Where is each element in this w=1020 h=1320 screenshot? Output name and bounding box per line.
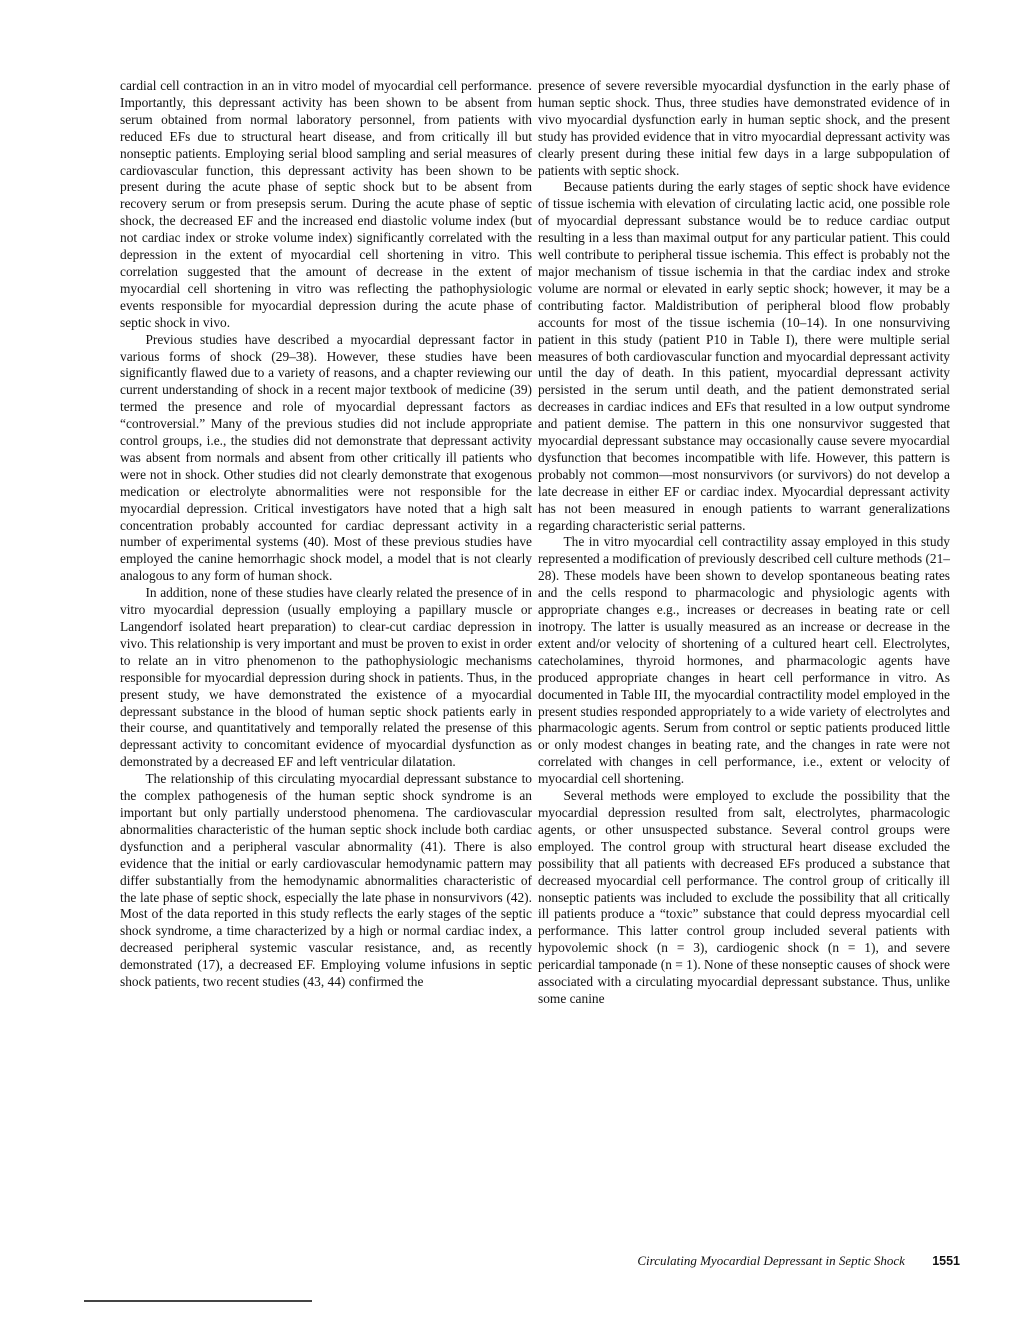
paragraph: In addition, none of these studies have clearly related the presence of in vitro myocardial depression (usually employing a papillary muscle or Langendorf isolated heart preparation) to clear-cut cardiac depression in vivo. This relationship is very important and must be proven to exist in order to relate an in vitro phenomenon to the pathophysiologic mechanisms responsible for myocardial depression during shock in patients. Thus, in the present study, we have demonstrated the existence of a myocardial depressant substance in the blood of human septic shock patients early in their course, and quantitatively and temporally related the presense of this depressant activity to concomitant evidence of myocardial dysfunction as demonstrated by a decreased EF and left ventricular dilatation. xyxy=(120,585,532,770)
paragraph: The in vitro myocardial cell contractility assay employed in this study represented a modification of previously described cell culture methods (21–28). These models have been shown to develop spontaneous beating rates and the cells respond to pharmacologic and physiologic agents with appropriate changes e.g., increases or decreases in beating rate or cell inotropy. The latter is usually measured as an increase or decrease in the extent and/or velocity of shortening of a cultured heart cell. Electrolytes, catecholamines, thyroid hormones, and pharmacologic agents have produced appropriate changes in heart cell performance in vitro. As documented in Table III, the myocardial contractility model employed in the present studies responded appropriately to a wide variety of electrolytes and pharmacologic agents. Serum from control or septic patients produced little or only modest changes in beating rate, and the changes in rate were not correlated with changes in cell performance, i.e., extent or velocity of myocardial cell shortening. xyxy=(538,534,950,787)
right-text-column xyxy=(538,78,950,1008)
paragraph: presence of severe reversible myocardial dysfunction in the early phase of human septic shock. Thus, three studies have demonstrated evidence of in vivo myocardial dysfunction early in human septic shock, and the present study has provided evidence that in vitro myocardial depressant activity was clearly present during these initial few days in a large subpopulation of patients with septic shock. xyxy=(538,78,950,178)
page-number: 1551 xyxy=(932,1254,960,1268)
paragraph: Previous studies have described a myocardial depressant factor in various forms of shock (29–38). However, these studies have been significantly flawed due to a variety of reasons, and a chapter reviewing our current understanding of shock in a recent major textbook of medicine (39) termed the presence and role of myocardial depressant factors as “controversial.” Many of the previous studies did not include appropriate control groups, i.e., the studies did not demonstrate that depressant activity was absent from normals and absent from other critically ill patients who were not in shock. Other studies did not clearly demonstrate that exogenous medication or electrolyte abnormalities were not responsible for the myocardial depression. Critical investigators have noted that a high salt concentration probably accounted for cardiac depressant activity in a number of experimental systems (40). Most of these previous studies have employed the canine hemorrhagic shock model, a model that is not clearly analogous to any form of human shock. xyxy=(120,331,532,584)
paragraph: The relationship of this circulating myocardial depressant substance to the complex pathogenesis of the human septic shock syndrome is an important but only partially understood phenomena. The cardiovascular abnormalities characteristic of the human septic shock include both cardiac dysfunction and a peripheral vascular abnormality (41). There is also evidence that the initial or early cardiovascular hemodynamic pattern may differ substantially from the hemodynamic abnormalities characteristic of the late phase of septic shock, especially the late phase in nonsurvivors (42). Most of the data reported in this study reflects the early stages of the septic shock syndrome, a time characterized by a high or normal cardiac index, a decreased peripheral systemic vascular resistance, and, as recently demonstrated (17), a decreased EF. Employing volume infusions in septic shock patients, two recent studies (43, 44) confirmed the xyxy=(120,771,532,990)
paragraph: Because patients during the early stages of septic shock have evidence of tissue ischemia with elevation of circulating lactic acid, one possible role of myocardial depressant substance would be to reduce cardiac output resulting in a less than maximal output for any particular patient. This could well contribute to peripheral tissue ischemia. This effect is probably not the major mechanism of tissue ischemia in that the cardiac index and stroke volume are normal or elevated in early septic shock; however, it may be a contributing factor. Maldistribution of peripheral blood flow probably accounts for most of the tissue ischemia (10–14). In one nonsurviving patient in this study (patient P10 in Table I), there were multiple serial measures of both cardiovascular function and myocardial depressant activity until the day of death. In this patient, myocardial depressant activity persisted in the serum until death, and the patient demonstrated serial decreases in cardiac indices and EFs that resulted in a low output syndrome and patient demise. The pattern in this one nonsurvivor suggested that myocardial depressant substance may occasionally cause severe myocardial dysfunction that becomes incompatible with life. However, this pattern is probably not common—most nonsurvivors (or survivors) do not develop a late decrease in either EF or cardiac index. Myocardial depressant activity has not been measured in enough patients to warrant generalizations regarding characteristic serial patterns. xyxy=(538,179,950,533)
page-footer xyxy=(538,1253,960,1269)
running-title: Circulating Myocardial Depressant in Septic Shock xyxy=(637,1253,905,1268)
footnote-divider xyxy=(84,1300,312,1302)
paragraph: Several methods were employed to exclude the possibility that the myocardial depression resulted from salt, electrolytes, pharmacologic agents, or other unsuspected substance. Several control groups were employed. The control group with structural heart disease excluded the possibility that all patients with decreased EFs produced a substance that decreased myocardial cell performance. The control group of critically ill nonseptic patients was included to exclude the possibility that all critically ill patients produce a “toxic” substance that could depress myocardial cell performance. This latter control group included several patients with hypovolemic shock (n = 3), cardiogenic shock (n = 1), and severe pericardial tamponade (n = 1). None of these nonseptic causes of shock were associated with a circulating myocardial depressant substance. Thus, unlike some canine xyxy=(538,788,950,1006)
left-text-column xyxy=(120,78,532,991)
paragraph: cardial cell contraction in an in vitro model of myocardial cell performance. Importantly, this depressant activity has been shown to be absent from serum obtained from normal laboratory personnel, from patients with reduced EFs due to structural heart disease, and from critically ill but nonseptic patients. Employing serial blood sampling and serial measures of cardiovascular function, this depressant activity has been shown to be present during the acute phase of septic shock but to be absent from recovery serum or from presepsis serum. During the acute phase of septic shock, the decreased EF and the increased end diastolic volume index (but not cardiac index or stroke volume index) significantly correlated with the depression in the extent of myocardial cell shortening in vitro. This correlation suggested that the amount of decrease in the extent of myocardial cell shortening in vitro was reflecting the pathophysiologic events responsible for myocardial depression during the acute phase of septic shock in vivo. xyxy=(120,78,532,330)
